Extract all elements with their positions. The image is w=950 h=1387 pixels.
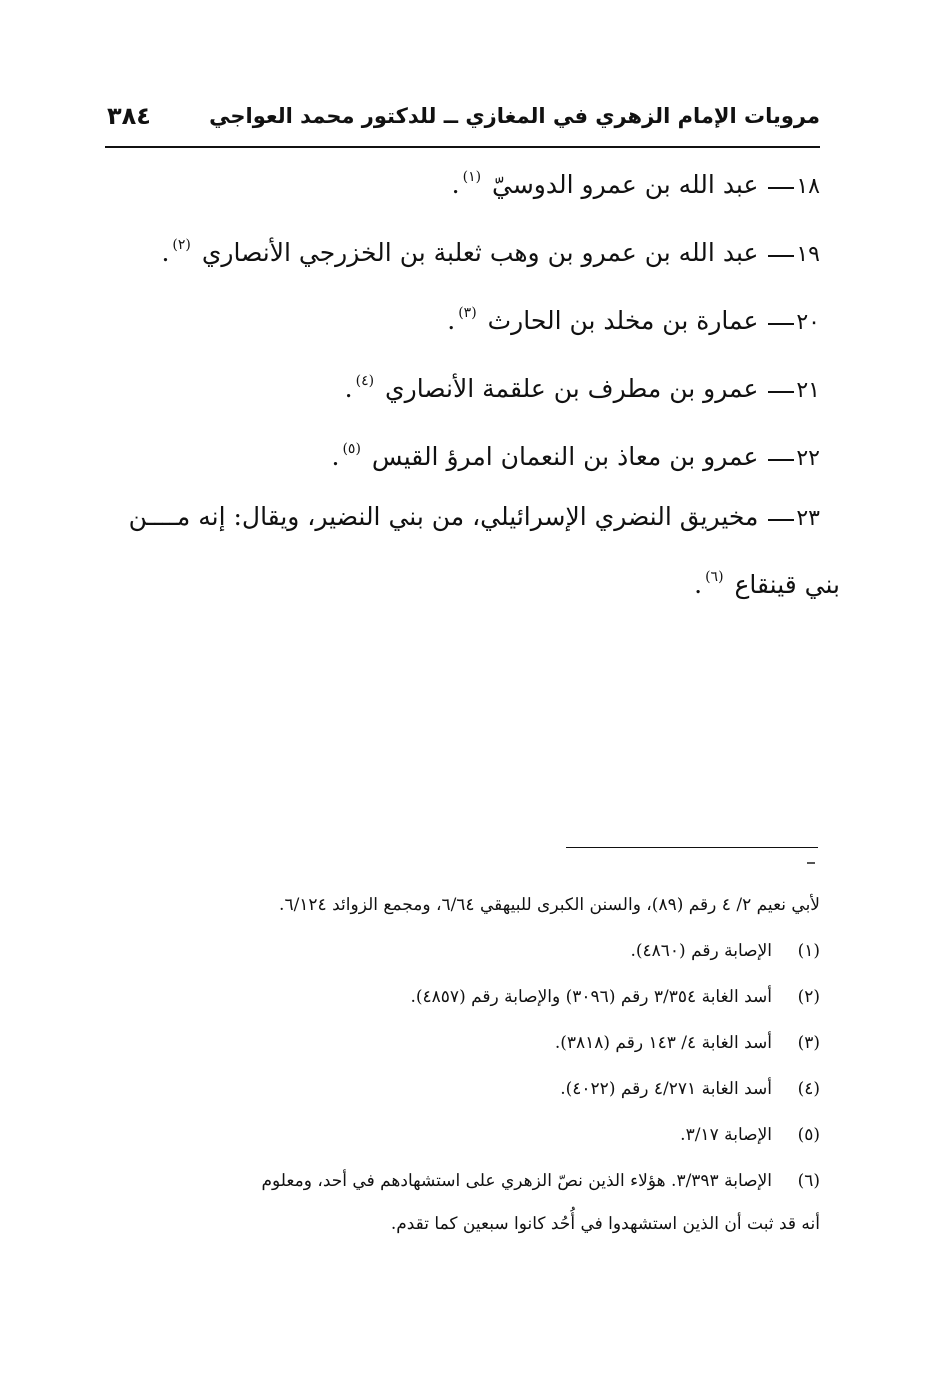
footnote-marker: (٤)	[797, 1079, 820, 1099]
dash-separator	[768, 255, 794, 257]
entry-20	[160, 284, 820, 352]
entry-end: .	[447, 306, 456, 335]
footnote-marker: (١)	[797, 941, 820, 961]
footnote-4	[105, 1066, 820, 1112]
entry-continuation	[160, 548, 840, 614]
entry-number: ٢٠	[796, 310, 820, 335]
entry-21	[160, 352, 820, 420]
footnote-text: الإصابة ٣/١٧.	[680, 1125, 772, 1145]
entry-end: .	[344, 374, 353, 403]
footnote-marker: (٣)	[797, 1033, 820, 1053]
footnote-ref[interactable]: (٤)	[355, 373, 375, 389]
entry-number: ١٨	[796, 174, 820, 199]
entry-19	[160, 216, 820, 284]
entry-number: ٢١	[796, 378, 820, 403]
entry-18	[160, 148, 820, 216]
entry-text: عمارة بن مخلد بن الحارث	[487, 306, 759, 335]
entry-text: عبد الله بن عمرو بن وهب ثعلبة بن الخزرجي الأنصاري	[201, 238, 759, 267]
footnote-text: أسد الغابة ٣/٣٥٤ رقم (٣٠٩٦) والإصابة رقم (٤٨٥٧).	[410, 987, 772, 1007]
running-header	[105, 100, 820, 148]
entry-list	[128, 148, 840, 614]
entry-number: ٢٢	[796, 446, 820, 471]
dash-separator	[768, 519, 794, 521]
entry-end: .	[694, 570, 703, 599]
dash-separator	[768, 391, 794, 393]
footnote-mark	[807, 862, 815, 864]
entry-end: .	[451, 170, 460, 199]
footnote-ref[interactable]: (٦)	[705, 569, 724, 585]
footnote-marker: (٥)	[797, 1125, 820, 1145]
entry-number: ١٩	[796, 242, 820, 267]
footnote-5	[105, 1112, 820, 1158]
footnote-ref[interactable]: (٣)	[458, 305, 477, 321]
footnote-marker: (٢)	[797, 987, 820, 1007]
entry-continuation-text: بني قينقاع	[734, 570, 840, 599]
entry-text: عمرو بن معاذ بن النعمان امرؤ القيس	[371, 442, 759, 471]
entry-22	[160, 420, 820, 488]
footnote-2	[105, 974, 820, 1020]
footnote-text-continued: أنه قد ثبت أن الذين استشهدوا في أُحُد كانوا سبعين كما تقدم.	[390, 1214, 820, 1234]
footnote-ref[interactable]: (٢)	[172, 237, 191, 253]
footnote-3	[105, 1020, 820, 1066]
footnote-ref[interactable]: (١)	[462, 169, 482, 185]
footnote-text: أسد الغابة ٤/٢٧١ رقم (٤٠٢٢).	[560, 1079, 772, 1099]
dash-separator	[768, 187, 794, 189]
entry-text: مخيريق النضري الإسرائيلي، من بني النضير، ويقال: إنه مــــن	[128, 502, 759, 531]
footnote-text: أسد الغابة ٤/ ١٤٣ رقم (٣٨١٨).	[554, 1033, 772, 1053]
entry-text: عبد الله بن عمرو الدوسيّ	[492, 170, 759, 199]
footnote-text: الإصابة رقم (٤٨٦٠).	[630, 941, 772, 961]
entry-end: .	[161, 238, 170, 267]
page-number: ٣٨٤	[107, 102, 151, 130]
footnotes	[105, 882, 820, 1244]
dash-separator	[768, 323, 794, 325]
footnote-1	[105, 928, 820, 974]
entry-number: ٢٣	[796, 506, 820, 531]
dash-separator	[768, 459, 794, 461]
footnote-marker: (٦)	[797, 1171, 820, 1191]
footnote-separator	[566, 847, 818, 848]
entry-23	[128, 488, 840, 614]
header-title: مرويات الإمام الزهري في المغازي ــ للدكتور محمد العواجي	[209, 104, 820, 128]
footnote-text: الإصابة ٣/٣٩٣. هؤلاء الذين نصّ الزهري على استشهادهم في أحد، ومعلوم	[261, 1171, 772, 1191]
footnote-continuation: لأبي نعيم ٢/ ٤ رقم (٨٩)، والسنن الكبرى للبيهقي ٦/٦٤، ومجمع الزوائد ٦/١٢٤.	[279, 895, 820, 915]
entry-text: عمرو بن مطرف بن علقمة الأنصاري	[385, 374, 759, 403]
footnote-6	[105, 1158, 820, 1244]
footnote-ref[interactable]: (٥)	[342, 441, 361, 457]
entry-end: .	[331, 442, 340, 471]
